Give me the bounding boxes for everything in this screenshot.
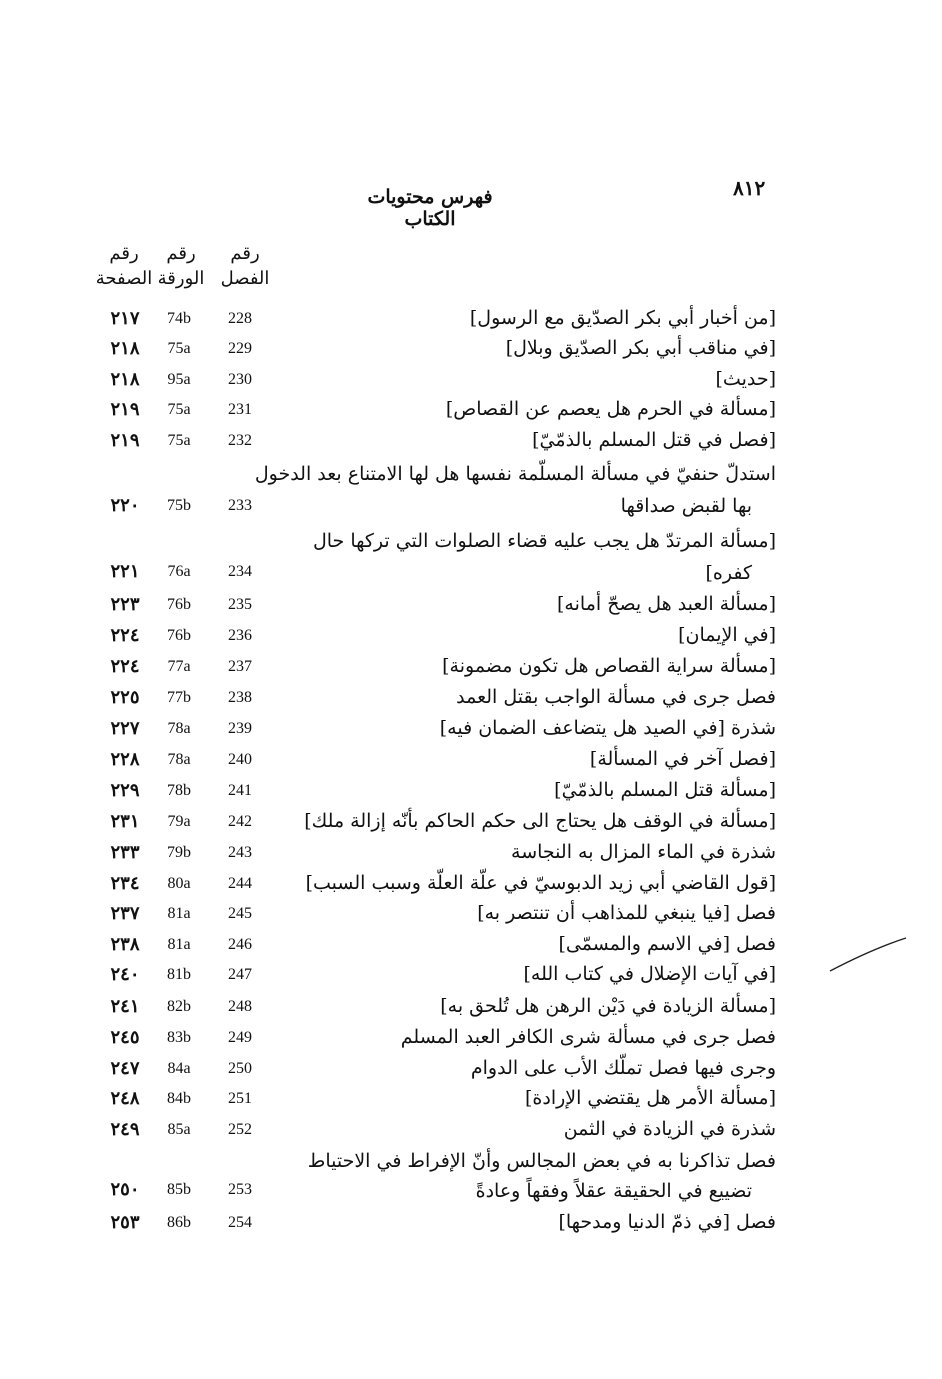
- entry-title: [فصل آخر في المسألة]: [589, 748, 776, 770]
- leaf-number: 84a: [167, 1060, 191, 1077]
- leaf-column-header: [152, 241, 210, 291]
- entry-title: [مسألة الأمر هل يقتضي الإرادة]: [525, 1087, 776, 1109]
- chapter-number: 232: [228, 432, 252, 449]
- entry-title: فصل [في الاسم والمسمّى]: [558, 933, 776, 955]
- entry-title: [مسألة قتل المسلم بالذمّيّ]: [554, 779, 776, 801]
- entry-title: وجرى فيها فصل تملّك الأب على الدوام: [470, 1057, 776, 1079]
- chapter-number: 231: [228, 401, 252, 418]
- chapter-number: 252: [228, 1121, 252, 1138]
- leaf-number: 75b: [167, 497, 191, 514]
- leaf-number: 74b: [167, 310, 191, 327]
- page-column-header-line1: رقم: [109, 243, 139, 264]
- page-ref: ٢١٧: [110, 308, 140, 329]
- chapter-number: 237: [228, 658, 252, 675]
- chapter-number: 251: [228, 1090, 252, 1107]
- page-ref: ٢٤٨: [110, 1088, 140, 1109]
- entry-title: [حديث]: [715, 368, 776, 390]
- leaf-number: 79a: [167, 813, 191, 830]
- chapter-number: 248: [228, 998, 252, 1015]
- leaf-number: 76b: [167, 596, 191, 613]
- chapter-number: 238: [228, 689, 252, 706]
- leaf-number: 84b: [167, 1090, 191, 1107]
- chapter-number: 233: [228, 497, 252, 514]
- leaf-number: 78a: [167, 720, 191, 737]
- chapter-number: 236: [228, 627, 252, 644]
- chapter-number: 241: [228, 782, 252, 799]
- margin-pen-stroke: [828, 935, 908, 975]
- page-ref: ٢٣٣: [110, 842, 140, 863]
- page-column-header: [90, 241, 158, 291]
- chapter-number: 254: [228, 1214, 252, 1231]
- leaf-number: 77a: [167, 658, 191, 675]
- page-ref: ٢٢٨: [110, 749, 140, 770]
- leaf-number: 75a: [167, 340, 191, 357]
- chapter-number: 246: [228, 936, 252, 953]
- chapter-number: 244: [228, 875, 252, 892]
- entry-title: شذرة في الماء المزال به النجاسة: [511, 841, 776, 863]
- page-ref: ٢٢٩: [110, 780, 140, 801]
- entry-title: [مسألة سراية القصاص هل تكون مضمونة]: [442, 655, 776, 677]
- leaf-number: 81a: [167, 936, 191, 953]
- page-ref: ٢١٨: [110, 338, 140, 359]
- leaf-number: 80a: [167, 875, 191, 892]
- page-ref: ٢٢٤: [110, 625, 140, 646]
- entry-title: شذرة في الزيادة في الثمن: [563, 1118, 776, 1140]
- entry-title: استدلّ حنفيّ في مسألة المسلّمة نفسها هل لها الامتناع بعد الدخول: [254, 463, 776, 485]
- leaf-number: 81a: [167, 905, 191, 922]
- entry-title: شذرة [في الصيد هل يتضاعف الضمان فيه]: [439, 717, 776, 739]
- running-title: فهرس محتويات الكتاب: [367, 186, 493, 230]
- leaf-number: 86b: [167, 1214, 191, 1231]
- leaf-number: 79b: [167, 844, 191, 861]
- chapter-column-header-line2: الفصل: [220, 268, 270, 289]
- page-ref: ٢٤٥: [110, 1027, 140, 1048]
- leaf-number: 85a: [167, 1121, 191, 1138]
- leaf-number: 81b: [167, 966, 191, 983]
- entry-title-continuation: تضييع في الحقيقة عقلاً وفقهاً وعادةً: [475, 1180, 752, 1202]
- entry-title: فصل [في ذمّ الدنيا ومدحها]: [558, 1211, 776, 1233]
- page-ref: ٢٢٤: [110, 656, 140, 677]
- leaf-number: 76b: [167, 627, 191, 644]
- leaf-number: 95a: [167, 371, 191, 388]
- chapter-number: 250: [228, 1060, 252, 1077]
- page-ref: ٢٣٧: [110, 903, 140, 924]
- leaf-column-header-line1: رقم: [166, 243, 196, 264]
- entry-title: [مسألة في الوقف هل يحتاج الى حكم الحاكم بأنّه إزالة ملك]: [304, 810, 776, 832]
- entry-title: فصل [فيا ينبغي للمذاهب أن تنتصر به]: [477, 902, 776, 924]
- page-ref: ٢٤١: [110, 996, 140, 1017]
- entry-title-continuation: كفره]: [705, 562, 752, 584]
- entry-title: [قول القاضي أبي زيد الدبوسيّ في علّة العلّة وسبب السبب]: [305, 872, 776, 894]
- entry-title: [مسألة المرتدّ هل يجب عليه قضاء الصلوات التي تركها حال: [312, 530, 776, 552]
- page-ref: ٢٥٣: [110, 1212, 140, 1233]
- chapter-number: 253: [228, 1181, 252, 1198]
- page-ref: ٢٢٠: [110, 495, 140, 516]
- chapter-number: 234: [228, 563, 252, 580]
- chapter-number: 235: [228, 596, 252, 613]
- page-ref: ٢٢٥: [110, 687, 140, 708]
- entry-title: [مسألة العبد هل يصحّ أمانه]: [557, 593, 776, 615]
- chapter-number: 230: [228, 371, 252, 388]
- leaf-number: 78b: [167, 782, 191, 799]
- leaf-number: 85b: [167, 1181, 191, 1198]
- page-ref: ٢٣٨: [110, 934, 140, 955]
- leaf-number: 75a: [167, 432, 191, 449]
- page-ref: ٢٢١: [110, 561, 140, 582]
- chapter-number: 240: [228, 751, 252, 768]
- chapter-number: 249: [228, 1029, 252, 1046]
- page-number: ٨١٢: [733, 176, 766, 200]
- entry-title: فصل جرى في مسألة شرى الكافر العبد المسلم: [400, 1026, 776, 1048]
- leaf-column-header-line2: الورقة: [157, 268, 205, 289]
- chapter-number: 229: [228, 340, 252, 357]
- page-ref: ٢٤٠: [110, 964, 140, 985]
- entry-title-continuation: بها لقبض صداقها: [620, 495, 752, 517]
- entry-title: [في آيات الإضلال في كتاب الله]: [523, 963, 776, 985]
- leaf-number: 76a: [167, 563, 191, 580]
- page-ref: ٢٣٤: [110, 873, 140, 894]
- chapter-number: 243: [228, 844, 252, 861]
- page-ref: ٢١٨: [110, 369, 140, 390]
- page-ref: ٢٤٩: [110, 1119, 140, 1140]
- page-ref: ٢٣١: [110, 811, 140, 832]
- entry-title: فصل جرى في مسألة الواجب بقتل العمد: [456, 686, 776, 708]
- page-ref: ٢١٩: [110, 399, 140, 420]
- chapter-column-header: [214, 241, 276, 291]
- entry-title: [في الإيمان]: [678, 624, 776, 646]
- leaf-number: 78a: [167, 751, 191, 768]
- leaf-number: 77b: [167, 689, 191, 706]
- chapter-number: 242: [228, 813, 252, 830]
- chapter-number: 239: [228, 720, 252, 737]
- leaf-number: 75a: [167, 401, 191, 418]
- page-column-header-line2: الصفحة: [95, 268, 153, 289]
- leaf-number: 83b: [167, 1029, 191, 1046]
- entry-title: [مسألة في الحرم هل يعصم عن القصاص]: [445, 398, 776, 420]
- entry-title: [مسألة الزيادة في دَيْن الرهن هل تُلحق به]: [440, 995, 776, 1017]
- chapter-number: 228: [228, 310, 252, 327]
- leaf-number: 82b: [167, 998, 191, 1015]
- page-ref: ٢١٩: [110, 430, 140, 451]
- page-ref: ٢٢٣: [110, 594, 140, 615]
- page-ref: ٢٤٧: [110, 1058, 140, 1079]
- page-ref: ٢٥٠: [110, 1179, 140, 1200]
- entry-title: فصل تذاكرنا به في بعض المجالس وأنّ الإفراط في الاحتياط: [307, 1150, 776, 1172]
- entry-title: [في مناقب أبي بكر الصدّيق وبلال]: [505, 337, 776, 359]
- chapter-number: 245: [228, 905, 252, 922]
- entry-title: [من أخبار أبي بكر الصدّيق مع الرسول]: [469, 307, 776, 329]
- entry-title: [فصل في قتل المسلم بالذمّيّ]: [532, 429, 776, 451]
- page-ref: ٢٢٧: [110, 718, 140, 739]
- chapter-column-header-line1: رقم: [230, 243, 260, 264]
- chapter-number: 247: [228, 966, 252, 983]
